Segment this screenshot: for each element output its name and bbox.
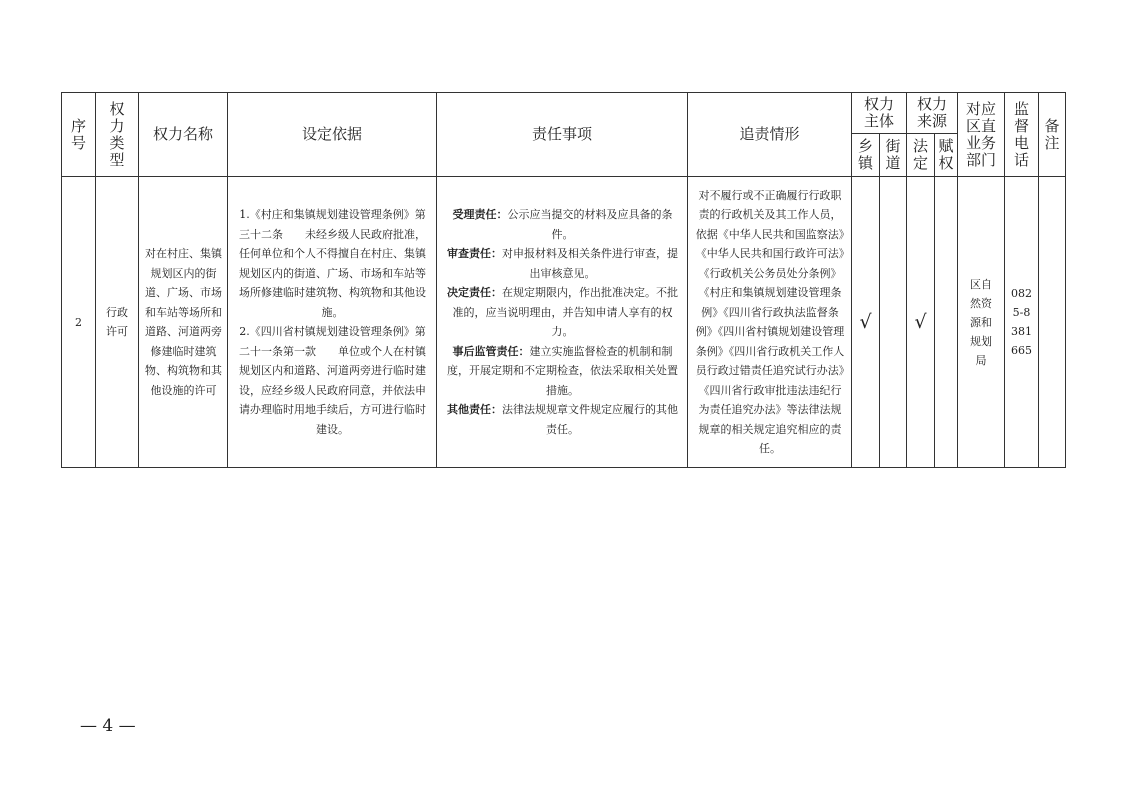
page-number: — 4 —	[80, 716, 136, 736]
header-name: 权力名称	[139, 93, 228, 177]
basis-item: 1.《村庄和集镇规划建设管理条例》第三十二条 未经乡级人民政府批准，任何单位和个人不得擅自在村庄、集镇规划区内的街道、广场、市场和车站等场所修建临时建筑物、构筑物和其他设施。	[239, 208, 426, 319]
header-phone: 监 督 电 话	[1005, 93, 1039, 177]
header-remark: 备 注	[1039, 93, 1066, 177]
duty-item	[437, 283, 687, 342]
row-phone: 082 5-8 381 665	[1005, 177, 1039, 468]
row-remark	[1039, 177, 1066, 468]
duty-text: 建立实施监督检查的机制和制度，开展定期和不定期检查，依法采取相关处置措施。	[447, 344, 678, 397]
header-duty: 责任事项	[437, 93, 688, 177]
header-accountability: 追责情形	[688, 93, 852, 177]
duty-item	[437, 205, 687, 244]
row-source-granted	[935, 177, 958, 468]
header-source: 权力 来源	[907, 93, 958, 134]
duty-label: 决定责任：	[447, 286, 502, 299]
duty-label: 审查责任：	[447, 247, 502, 260]
row-source-legal: √	[907, 177, 935, 468]
row-duty	[437, 177, 688, 468]
row-dept: 区自 然资 源和 规划 局	[958, 177, 1005, 468]
header-source-granted: 赋 权	[935, 134, 958, 177]
basis-item: 2.《四川省村镇规划建设管理条例》第二十一条第一款 单位或个人在村镇规划区内和道路、河道两旁进行临时建设，应经乡级人民政府同意，并依法申请办理临时用地手续后，方可进行临时建设。	[239, 325, 426, 436]
row-seq: 2	[62, 177, 96, 468]
duty-label: 其他责任：	[447, 403, 502, 416]
header-basis: 设定依据	[228, 93, 437, 177]
duty-text: 在规定期限内，作出批准决定。不批准的，应当说明理由，并告知申请人享有的权力。	[452, 286, 678, 338]
header-source-legal: 法 定	[907, 134, 935, 177]
row-subject-township: √	[852, 177, 880, 468]
duty-label: 受理责任：	[452, 208, 508, 221]
header-seq: 序 号	[62, 93, 96, 177]
row-name-text: 对在村庄、集镇规划区内的街道、广场、市场和车站等场所和道路、河道两旁修建临时建筑物、构筑物和其他设施的许可	[145, 247, 222, 397]
row-basis	[228, 177, 437, 468]
duty-item	[437, 400, 687, 439]
duty-text: 对申报材料及相关条件进行审查，提出审核意见。	[502, 247, 678, 280]
header-dept: 对应 区直 业务 部门	[958, 93, 1005, 177]
header-type: 权 力 类 型	[96, 93, 139, 177]
header-subject-street: 街 道	[880, 134, 907, 177]
accountability-text: 对不履行或不正确履行行政职责的行政机关及其工作人员，依据《中华人民共和国监察法》《中华人民共和国行政许可法》《行政机关公务员处分条例》《村庄和集镇规划建设管理条例》《四川省行政执法监督条例》《四川省村镇规划建设管理条例》《四川省行政机关工作人员行政过错责任追究试行办法》《四川省行政审批违法违纪行为责任追究办法》等法律法规规章的相关规定追究相应的责任。	[695, 188, 845, 455]
header-subject: 权力 主体	[852, 93, 907, 134]
duty-text: 公示应当提交的材料及应具备的条件。	[507, 208, 673, 241]
row-type: 行政 许可	[96, 177, 139, 468]
row-subject-street	[880, 177, 907, 468]
row-name	[139, 177, 228, 468]
duty-label: 事后监管责任：	[452, 344, 530, 358]
power-list-table	[61, 92, 1066, 468]
duty-item	[437, 244, 687, 283]
row-accountability	[688, 177, 852, 468]
header-subject-township: 乡 镇	[852, 134, 880, 177]
duty-text: 法律法规规章文件规定应履行的其他责任。	[502, 403, 678, 436]
duty-item	[437, 342, 687, 401]
